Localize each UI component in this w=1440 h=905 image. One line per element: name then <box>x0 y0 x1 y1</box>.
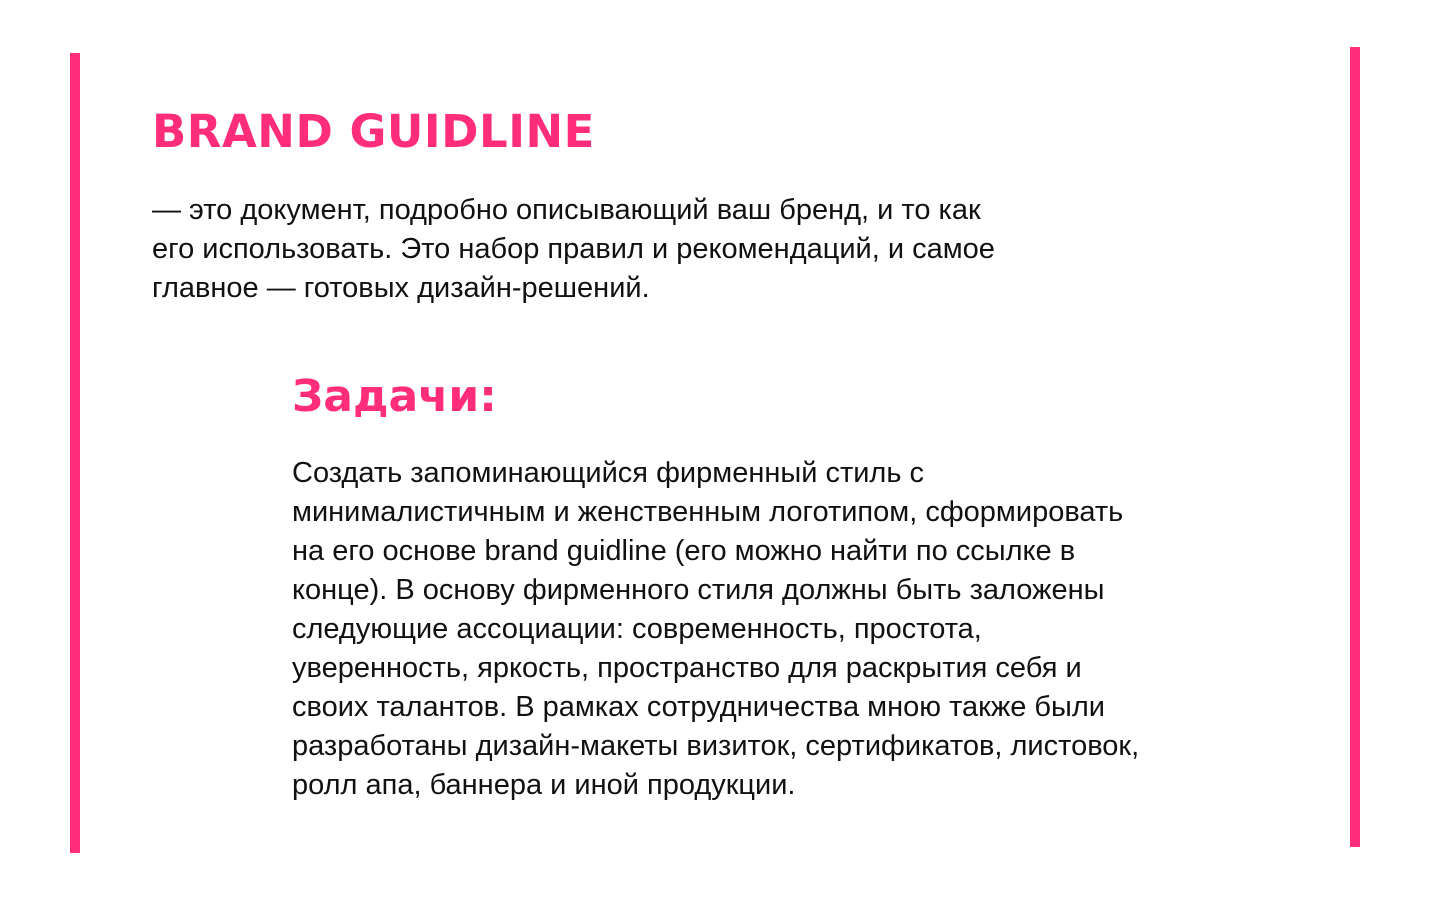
intro-line: — это документ, подробно описывающий ваш бренд, и то как <box>152 194 981 226</box>
tasks-line: ролл апа, баннера и иной продукции. <box>292 769 796 801</box>
intro-paragraph <box>152 191 1172 308</box>
tasks-line: минималистичным и женственным логотипом, сформировать <box>292 496 1124 528</box>
intro-line: главное — готовых дизайн-решений. <box>152 272 650 304</box>
tasks-heading: Задачи: <box>292 371 497 422</box>
right-accent-bar <box>1350 47 1360 847</box>
tasks-line: уверенность, яркость, пространство для раскрытия себя и <box>292 652 1082 684</box>
tasks-line: Создать запоминающийся фирменный стиль с <box>292 457 925 489</box>
tasks-paragraph <box>292 454 1302 805</box>
left-accent-bar <box>70 53 80 853</box>
tasks-line: на его основе brand guidline (его можно найти по ссылке в <box>292 535 1076 567</box>
tasks-line: разработаны дизайн-макеты визиток, сертификатов, листовок, <box>292 730 1140 762</box>
tasks-line: следующие ассоциации: современность, простота, <box>292 613 982 645</box>
tasks-line: конце). В основу фирменного стиля должны быть заложены <box>292 574 1105 606</box>
tasks-line: своих талантов. В рамках сотрудничества мною также были <box>292 691 1106 723</box>
intro-line: его использовать. Это набор правил и рекомендаций, и самое <box>152 233 995 265</box>
page-title: BRAND GUIDLINE <box>152 105 595 158</box>
